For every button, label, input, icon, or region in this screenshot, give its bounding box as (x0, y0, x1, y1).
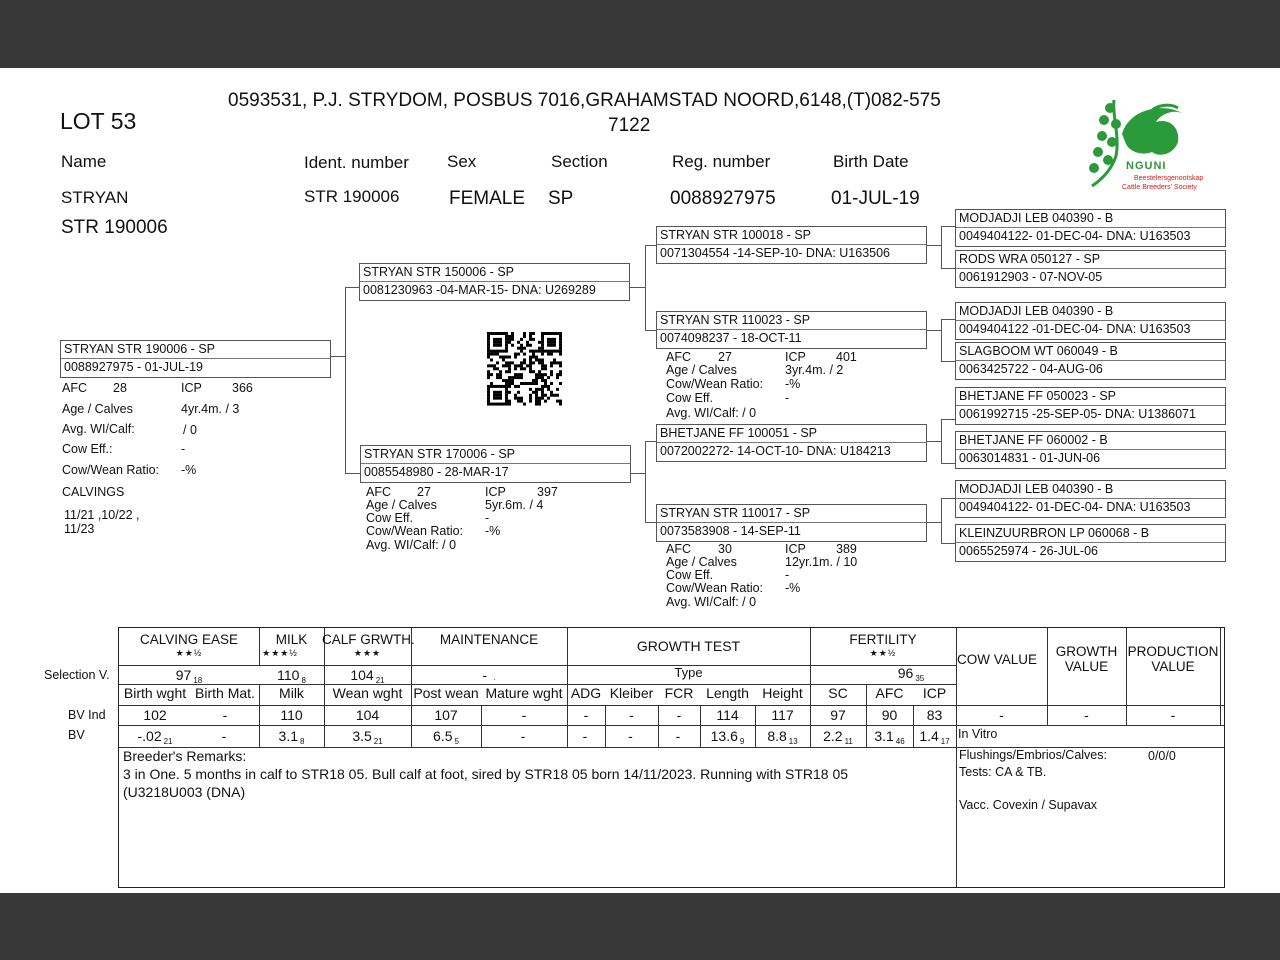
dam-dam-ratio: -% (785, 581, 801, 595)
breeder-line-2: 7122 (608, 115, 651, 136)
bv-index-cell: 107 (434, 707, 458, 723)
subject-age-label: Age / Calves (62, 402, 133, 416)
animal-full-ident: STR 190006 (61, 217, 168, 238)
gg-reg: 0049404122- 01-DEC-04- DNA: U163503 (959, 229, 1191, 243)
dam-age: 5yr.6m. / 4 (485, 498, 544, 512)
dam-dam-ratio-label: Cow/Wean Ratio: (666, 581, 764, 595)
selection-milk (259, 667, 324, 683)
bv-value: 3.1 (874, 728, 894, 744)
qr-code-icon (481, 332, 569, 406)
gg-reg: 0063425722 - 04-AUG-06 (959, 362, 1103, 376)
selection-calving (119, 667, 259, 683)
bv-index-cell: 102 (143, 707, 167, 723)
subheader-cell: SC (828, 685, 848, 701)
bottom-dark-band (0, 893, 1280, 960)
gg-name: BHETJANE FF 050023 - SP (959, 389, 1117, 403)
animal-reg: 0088927975 (670, 188, 776, 209)
bv-accuracy: 21 (373, 737, 383, 746)
sire-box (359, 263, 630, 301)
bv-index-cell: 114 (716, 707, 739, 723)
dam-icp: 397 (537, 485, 558, 499)
sire-dam-name: STRYAN STR 110023 - SP (660, 313, 811, 327)
bv-index-cell: - (222, 707, 228, 723)
subject-eff-label: Cow Eff.: (62, 442, 113, 456)
bv-index-cell: 90 (881, 707, 898, 723)
selection-fertility-acc: 35 (915, 674, 925, 683)
bv-cell (810, 728, 866, 744)
sire-dam-age: 3yr.4m. / 2 (785, 363, 844, 377)
dam-name: STRYAN STR 170006 - SP (364, 447, 515, 461)
subject-reg: 0088927975 - 01-JUL-19 (64, 360, 203, 374)
selection-milk-value: 110 (277, 667, 300, 683)
dam-dam-age: 12yr.1m. / 10 (785, 555, 858, 569)
dam-ratio: -% (485, 524, 501, 538)
production-value-header-2: VALUE (1151, 659, 1195, 674)
bv-index-value-cell: - (1084, 707, 1089, 723)
bv-index-value-cell: - (999, 707, 1004, 723)
bv-accuracy: 17 (940, 737, 950, 746)
bv-label: BV (68, 728, 85, 742)
sire-sire-reg: 0071304554 -14-SEP-10- DNA: U163506 (660, 246, 891, 260)
bv-cell (658, 728, 700, 744)
flushings-value: 0/0/0 (1148, 749, 1176, 763)
sire-dam-ratio: -% (785, 377, 801, 391)
milk-header: MILK (275, 632, 308, 647)
gg-name: KLEINZUURBRON LP 060068 - B (959, 526, 1150, 540)
sire-dam-icp-label: ICP (785, 350, 806, 364)
dam-dam-name: STRYAN STR 110017 - SP (660, 506, 811, 520)
dam-sire-reg: 0072002272- 14-OCT-10- DNA: U184213 (660, 444, 891, 458)
bv-cell (191, 728, 259, 744)
fertility-stars: ★★½ (869, 648, 897, 658)
sire-reg: 0081230963 -04-MAR-15- DNA: U269289 (363, 283, 596, 297)
growth-value-header-2: VALUE (1064, 659, 1109, 674)
selection-calf-value: 104 (350, 667, 374, 683)
bv-index-cell: 104 (355, 707, 380, 723)
animal-ident: STR 190006 (304, 187, 400, 206)
animal-name: STRYAN (61, 188, 129, 207)
subheader-cell: Mature wght (485, 685, 563, 701)
dam-sire-box (656, 424, 927, 462)
bv-value: 2.2 (823, 728, 843, 744)
dam-dam-box (656, 504, 927, 542)
reg-header: Reg. number (672, 152, 771, 171)
bv-index-cell: 97 (830, 707, 846, 723)
sire-dam-box (656, 311, 927, 349)
gg-box-2 (955, 250, 1226, 288)
fertility-header: FERTILITY (849, 632, 917, 647)
logo-subtitle-1: Beestelersgenootskap (1134, 175, 1204, 182)
subject-wi: / 0 (183, 423, 197, 437)
calvings-label: CALVINGS (62, 485, 125, 499)
selection-fertility-value: 96 (897, 665, 914, 681)
bv-cell (605, 728, 658, 744)
bv-value: - (520, 728, 526, 744)
bv-accuracy: 13 (788, 737, 798, 746)
dam-dam-afc: 30 (718, 542, 732, 556)
top-dark-band (0, 0, 1280, 68)
selection-calf (324, 667, 411, 683)
subject-ratio: -% (181, 463, 197, 477)
gg-name: MODJADJI LEB 040390 - B (959, 482, 1114, 496)
dam-dam-reg: 0073583908 - 14-SEP-11 (660, 524, 801, 538)
dam-reg: 0085548980 - 28-MAR-17 (364, 465, 509, 479)
gg-box-8 (955, 524, 1226, 562)
selection-maintenance-value: - (482, 667, 488, 683)
gg-name: RODS WRA 050127 - SP (959, 252, 1101, 266)
subheader-cell: Kleiber (609, 685, 654, 701)
bv-cell (324, 728, 411, 744)
sire-dam-icp: 401 (836, 350, 857, 364)
bv-index-cell: - (676, 707, 682, 723)
dam-dam-icp-label: ICP (785, 542, 806, 556)
subheader-cell: Length (706, 685, 749, 701)
gg-reg: 0049404122- 01-DEC-04- DNA: U163503 (959, 500, 1191, 514)
animal-birth: 01-JUL-19 (831, 188, 920, 209)
subject-age: 4yr.4m. / 3 (181, 402, 240, 416)
milk-stars: ★★★½ (262, 648, 298, 658)
dam-wi: Avg. WI/Calf: / 0 (366, 538, 457, 552)
subheader-cell: ICP (922, 685, 947, 701)
animal-sex: FEMALE (449, 188, 526, 209)
bv-accuracy: 11 (844, 737, 853, 746)
gg-reg: 0063014831 - 01-JUN-06 (959, 451, 1101, 465)
flushings-label: Flushings/Embrios/Calves: (959, 748, 1107, 762)
bv-value: 8.8 (767, 728, 787, 744)
calvings-line-1: 11/21 ,10/22 , (64, 508, 140, 522)
gg-box-6 (955, 431, 1226, 469)
calving-ease-header: CALVING EASE (139, 632, 239, 647)
bv-value: - (582, 728, 588, 744)
remarks-title: Breeder's Remarks: (123, 748, 247, 764)
bvind-label: BV Ind (68, 708, 106, 722)
sire-dam-reg: 0074098237 - 18-OCT-11 (660, 331, 802, 345)
dam-dam-icp: 389 (836, 542, 857, 556)
in-vitro-label: In Vitro (958, 727, 998, 741)
bv-cell (700, 728, 755, 744)
bv-cell (259, 728, 324, 744)
sire-dam-ratio-label: Cow/Wean Ratio: (666, 377, 764, 391)
sire-dam-afc-label: AFC (666, 350, 691, 364)
subject-icp-label: ICP (181, 381, 202, 395)
subject-eff: - (181, 442, 186, 456)
bv-cell (481, 728, 567, 744)
bv-index-cell: - (521, 707, 527, 723)
sire-dam-wi: Avg. WI/Calf: / 0 (666, 406, 757, 420)
growth-test-header: GROWTH TEST (636, 638, 741, 654)
type-label: Type (674, 665, 703, 680)
bv-index-cell: - (583, 707, 589, 723)
bv-cell (119, 728, 191, 744)
sire-name: STRYAN STR 150006 - SP (363, 265, 514, 279)
name-header: Name (61, 152, 107, 171)
sire-dam-eff-label: Cow Eff. (666, 391, 714, 405)
subject-name: STRYAN STR 190006 - SP (64, 342, 215, 356)
qr-code (481, 332, 569, 406)
breeder-line-1: 0593531, P.J. STRYDOM, POSBUS 7016,GRAHAMSTAD NOORD,6148,(T)082-575 (228, 90, 941, 111)
growth-value-header-1: GROWTH (1055, 644, 1118, 659)
maintenance-header: MAINTENANCE (439, 632, 539, 647)
gg-reg: 0065525974 - 26-JUL-06 (959, 544, 1098, 558)
remarks-line-1: 3 in One. 5 months in calf to STR18 05. Bull calf at foot, sired by STR18 05 born 14/11/2023. Running with STR18 05 (123, 766, 849, 782)
bv-value: 6.5 (433, 728, 453, 744)
dam-age-label: Age / Calves (366, 498, 437, 512)
dam-dam-age-label: Age / Calves (666, 555, 737, 569)
bv-cell (411, 728, 481, 744)
subheader-cell: Birth wght (123, 685, 187, 701)
subject-afc-label: AFC (62, 381, 87, 395)
subheader-cell: AFC (875, 685, 904, 701)
subheader-cell: Wean wght (332, 685, 403, 701)
dam-dam-wi: Avg. WI/Calf: / 0 (666, 595, 757, 609)
bv-index-cell: - (629, 707, 634, 723)
gg-box-7 (955, 480, 1226, 518)
gg-reg: 0061912903 - 07-NOV-05 (959, 270, 1103, 284)
selection-milk-acc: 8 (301, 676, 306, 685)
selection-calving-acc: 18 (193, 676, 203, 685)
selection-maintenance: - . (482, 667, 496, 683)
gg-reg: 0061992715 -25-SEP-05- DNA: U1386071 (959, 407, 1196, 421)
remarks-line-2: (U3218U003 (DNA) (123, 784, 246, 800)
subject-wi-label: Avg. WI/Calf: (62, 422, 135, 436)
logo-subtitle-2: Cattle Breeders' Society (1122, 184, 1197, 191)
bv-accuracy: 9 (739, 737, 745, 746)
subheader-cell: Height (762, 685, 803, 701)
bv-value: 3.1 (278, 728, 298, 744)
subject-afc: 28 (113, 381, 127, 395)
gg-name: MODJADJI LEB 040390 - B (959, 211, 1114, 225)
ident-header: Ident. number (304, 153, 409, 172)
gg-name: SLAGBOOM WT 060049 - B (959, 344, 1118, 358)
gg-box-4 (955, 342, 1226, 380)
gg-name: MODJADJI LEB 040390 - B (959, 304, 1114, 318)
calvings-line-2: 11/23 (64, 522, 95, 536)
bv-index-cell: 117 (771, 707, 794, 723)
bv-value: 1.4 (919, 728, 939, 744)
subheader-cell: ADG (570, 685, 602, 701)
bv-value: -.02 (137, 728, 162, 744)
production-value-header-1: PRODUCTION (1127, 644, 1219, 659)
dam-dam-eff: - (785, 568, 790, 582)
selection-fertility (866, 665, 956, 681)
calf-growth-header: CALF GRWTH. (322, 632, 415, 647)
selection-calving-value: 97 (175, 667, 192, 683)
bv-index-value-cell: - (1170, 707, 1176, 723)
bv-accuracy: 8 (300, 737, 305, 746)
bv-value: - (628, 728, 633, 744)
bv-value: 3.5 (352, 728, 372, 744)
breeding-values-table (118, 627, 1225, 888)
section-header: Section (551, 152, 608, 171)
bv-accuracy: 46 (895, 737, 905, 746)
sire-sire-box (656, 226, 927, 264)
bv-index-cell: 110 (280, 707, 303, 723)
sire-dam-afc: 27 (718, 350, 732, 364)
dam-box (360, 445, 631, 483)
subject-icp: 366 (232, 381, 253, 395)
bv-value: 13.6 (710, 728, 738, 744)
nguni-logo-icon (1082, 96, 1210, 198)
dam-eff: - (485, 511, 490, 525)
bv-accuracy: 21 (163, 737, 173, 746)
gg-box-3 (955, 302, 1226, 340)
animal-section: SP (548, 188, 574, 209)
lot-number: LOT 53 (60, 108, 137, 134)
gg-reg: 0049404122 -01-DEC-04- DNA: U163503 (959, 322, 1191, 336)
subject-ratio-label: Cow/Wean Ratio: (62, 463, 160, 477)
subheader-cell: Post wean (413, 685, 479, 701)
subject-box (60, 340, 331, 378)
bv-index-cell: 83 (926, 707, 943, 723)
dam-eff-label: Cow Eff. (366, 511, 414, 525)
subheader-cell: FCR (664, 685, 694, 701)
selection-calf-acc: 21 (375, 676, 385, 685)
bv-value: - (221, 728, 227, 744)
sire-dam-eff: - (785, 391, 790, 405)
dam-icp-label: ICP (485, 485, 506, 499)
sire-dam-age-label: Age / Calves (666, 363, 737, 377)
birth-header: Birth Date (833, 152, 909, 171)
nguni-logo (1082, 96, 1210, 198)
dam-afc-label: AFC (366, 485, 391, 499)
gg-box-5 (955, 387, 1226, 425)
sire-sire-name: STRYAN STR 100018 - SP (660, 228, 811, 242)
selection-label: Selection V. (44, 668, 110, 682)
gg-name: BHETJANE FF 060002 - B (959, 433, 1108, 447)
lot-sheet-page (0, 68, 1280, 893)
dam-dam-eff-label: Cow Eff. (666, 568, 714, 582)
bv-cell (913, 728, 956, 744)
bv-cell (866, 728, 913, 744)
subheader-cell: Birth Mat. (195, 685, 255, 701)
cow-value-header: COW VALUE (956, 652, 1037, 667)
logo-wordmark: NGUNI (1126, 160, 1167, 172)
sex-header: Sex (447, 152, 477, 171)
calf-growth-stars: ★★★ (353, 648, 382, 658)
bv-cell (755, 728, 810, 744)
gg-box-1 (955, 209, 1226, 247)
subheader-cell: Milk (279, 685, 304, 701)
dam-afc: 27 (417, 485, 431, 499)
dam-dam-afc-label: AFC (666, 542, 691, 556)
tests-text: Tests: CA & TB. (959, 765, 1047, 779)
bv-cell (567, 728, 605, 744)
dam-sire-name: BHETJANE FF 100051 - SP (660, 426, 818, 440)
bv-accuracy: 5 (454, 737, 459, 746)
vaccination-text: Vacc. Covexin / Supavax (959, 798, 1098, 812)
dam-ratio-label: Cow/Wean Ratio: (366, 524, 464, 538)
bv-value: - (675, 728, 681, 744)
calving-stars: ★★½ (175, 648, 203, 658)
